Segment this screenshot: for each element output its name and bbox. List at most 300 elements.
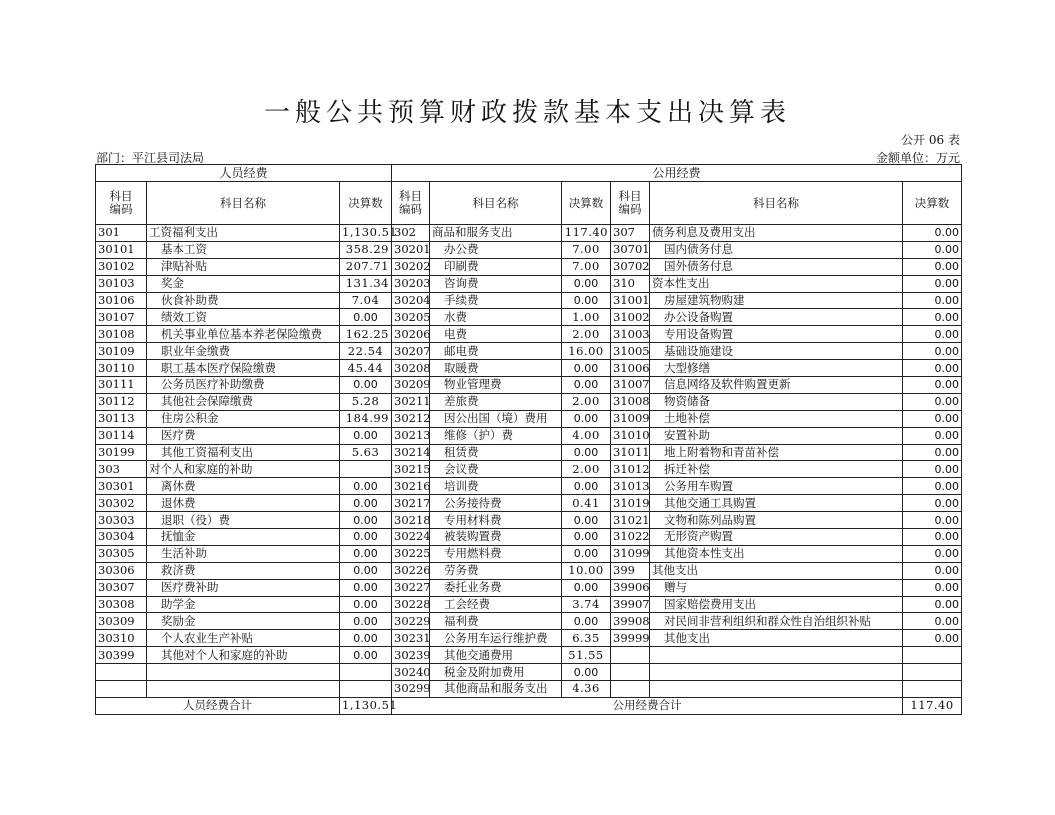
account-code: 30201 bbox=[392, 241, 430, 258]
account-code: 303 bbox=[96, 461, 147, 478]
account-name: 住房公积金 bbox=[147, 410, 340, 427]
account-code: 39999 bbox=[611, 630, 650, 647]
account-code: 30111 bbox=[96, 377, 147, 394]
account-name: 房屋建筑物购建 bbox=[650, 292, 903, 309]
department-label: 部门：平江县司法局 bbox=[96, 151, 205, 165]
settlement-amount: 0.00 bbox=[562, 664, 611, 681]
table-row bbox=[96, 360, 962, 377]
settlement-amount: 0.00 bbox=[340, 495, 392, 512]
account-code: 302 bbox=[392, 225, 430, 242]
account-name: 培训费 bbox=[430, 478, 562, 495]
settlement-amount: 0.00 bbox=[903, 478, 962, 495]
account-code: 39908 bbox=[611, 613, 650, 630]
column-header-amount: 决算数 bbox=[340, 182, 392, 225]
account-code: 30226 bbox=[392, 562, 430, 579]
account-name: 助学金 bbox=[147, 596, 340, 613]
account-code: 30309 bbox=[96, 613, 147, 630]
settlement-amount: 0.00 bbox=[903, 461, 962, 478]
account-code: 31011 bbox=[611, 444, 650, 461]
column-header-code: 科目 编码 bbox=[96, 182, 147, 225]
settlement-amount: 0.00 bbox=[562, 545, 611, 562]
settlement-amount: 0.00 bbox=[903, 545, 962, 562]
account-name: 取暖费 bbox=[430, 360, 562, 377]
report-title: 一般公共预算财政拨款基本支出决算表 bbox=[263, 98, 791, 128]
account-name: 退职（役）费 bbox=[147, 512, 340, 529]
account-name: 赠与 bbox=[650, 579, 903, 596]
account-name: 工会经费 bbox=[430, 596, 562, 613]
account-name: 国家赔偿费用支出 bbox=[650, 596, 903, 613]
account-code: 31013 bbox=[611, 478, 650, 495]
settlement-amount: 207.71 bbox=[340, 258, 392, 275]
table-row bbox=[96, 495, 962, 512]
account-code: 30207 bbox=[392, 343, 430, 360]
settlement-amount: 1.00 bbox=[562, 309, 611, 326]
account-code: 30218 bbox=[392, 512, 430, 529]
account-code bbox=[96, 681, 147, 698]
account-code: 30211 bbox=[392, 393, 430, 410]
settlement-amount: 3.74 bbox=[562, 596, 611, 613]
table-row bbox=[96, 444, 962, 461]
column-header-code: 科目 编码 bbox=[392, 182, 430, 225]
account-code: 30240 bbox=[392, 664, 430, 681]
settlement-amount: 0.00 bbox=[340, 596, 392, 613]
account-name: 个人农业生产补贴 bbox=[147, 630, 340, 647]
account-code: 30203 bbox=[392, 275, 430, 292]
settlement-amount: 358.29 bbox=[340, 241, 392, 258]
account-code: 30213 bbox=[392, 427, 430, 444]
account-code: 30107 bbox=[96, 309, 147, 326]
settlement-amount: 5.63 bbox=[340, 444, 392, 461]
account-code: 30112 bbox=[96, 393, 147, 410]
settlement-amount: 0.00 bbox=[903, 241, 962, 258]
table-row bbox=[96, 545, 962, 562]
account-name: 专用燃料费 bbox=[430, 545, 562, 562]
personnel-total-amount: 1,130.51 bbox=[340, 697, 392, 714]
account-name: 租赁费 bbox=[430, 444, 562, 461]
settlement-amount: 0.00 bbox=[903, 630, 962, 647]
settlement-amount: 0.00 bbox=[903, 613, 962, 630]
settlement-amount: 0.00 bbox=[340, 512, 392, 529]
account-code: 39907 bbox=[611, 596, 650, 613]
column-header-name: 科目名称 bbox=[650, 182, 903, 225]
account-name: 办公设备购置 bbox=[650, 309, 903, 326]
account-name: 被装购置费 bbox=[430, 529, 562, 546]
account-name: 地上附着物和青苗补偿 bbox=[650, 444, 903, 461]
account-name: 其他商品和服务支出 bbox=[430, 681, 562, 698]
table-row bbox=[96, 478, 962, 495]
table-row bbox=[96, 258, 962, 275]
settlement-amount: 0.00 bbox=[340, 529, 392, 546]
settlement-amount: 0.00 bbox=[562, 444, 611, 461]
account-name: 信息网络及软件购置更新 bbox=[650, 377, 903, 394]
account-name: 伙食补助费 bbox=[147, 292, 340, 309]
settlement-amount: 0.00 bbox=[562, 613, 611, 630]
account-code: 30229 bbox=[392, 613, 430, 630]
settlement-amount bbox=[340, 664, 392, 681]
settlement-amount: 7.00 bbox=[562, 241, 611, 258]
account-code: 30299 bbox=[392, 681, 430, 698]
account-name bbox=[650, 681, 903, 698]
table-row bbox=[96, 613, 962, 630]
account-code: 31009 bbox=[611, 410, 650, 427]
account-code: 30302 bbox=[96, 495, 147, 512]
account-name: 其他交通工具购置 bbox=[650, 495, 903, 512]
account-code: 30303 bbox=[96, 512, 147, 529]
table-row bbox=[96, 343, 962, 360]
account-code: 31003 bbox=[611, 326, 650, 343]
settlement-amount: 0.00 bbox=[340, 309, 392, 326]
settlement-amount: 131.34 bbox=[340, 275, 392, 292]
account-code bbox=[611, 647, 650, 664]
account-code: 30305 bbox=[96, 545, 147, 562]
account-name: 绩效工资 bbox=[147, 309, 340, 326]
table-row bbox=[96, 681, 962, 698]
account-code: 31099 bbox=[611, 545, 650, 562]
settlement-amount: 0.00 bbox=[562, 275, 611, 292]
account-code: 30225 bbox=[392, 545, 430, 562]
settlement-amount: 0.00 bbox=[903, 275, 962, 292]
account-code: 30209 bbox=[392, 377, 430, 394]
account-code: 30103 bbox=[96, 275, 147, 292]
account-name: 抚恤金 bbox=[147, 529, 340, 546]
settlement-amount: 16.00 bbox=[562, 343, 611, 360]
settlement-amount: 0.00 bbox=[340, 562, 392, 579]
settlement-amount bbox=[903, 647, 962, 664]
settlement-amount: 4.00 bbox=[562, 427, 611, 444]
account-name: 福利费 bbox=[430, 613, 562, 630]
column-header-amount: 决算数 bbox=[903, 182, 962, 225]
settlement-amount: 0.00 bbox=[903, 410, 962, 427]
settlement-amount: 0.00 bbox=[903, 562, 962, 579]
totals-row bbox=[96, 697, 962, 714]
account-name: 其他工资福利支出 bbox=[147, 444, 340, 461]
account-code: 31010 bbox=[611, 427, 650, 444]
settlement-amount bbox=[903, 681, 962, 698]
settlement-amount: 0.00 bbox=[340, 545, 392, 562]
settlement-amount: 7.04 bbox=[340, 292, 392, 309]
settlement-amount: 22.54 bbox=[340, 343, 392, 360]
account-code: 307 bbox=[611, 225, 650, 242]
settlement-amount: 2.00 bbox=[562, 393, 611, 410]
settlement-amount: 0.00 bbox=[903, 377, 962, 394]
account-code: 30701 bbox=[611, 241, 650, 258]
settlement-amount: 0.00 bbox=[903, 444, 962, 461]
account-name: 公务员医疗补助缴费 bbox=[147, 377, 340, 394]
form-number: 公开 06 表 bbox=[901, 133, 960, 147]
table-row bbox=[96, 630, 962, 647]
table-row bbox=[96, 647, 962, 664]
settlement-amount: 0.00 bbox=[903, 393, 962, 410]
settlement-amount: 0.00 bbox=[562, 529, 611, 546]
account-name: 税金及附加费用 bbox=[430, 664, 562, 681]
settlement-amount bbox=[903, 664, 962, 681]
account-name: 委托业务费 bbox=[430, 579, 562, 596]
account-name: 办公费 bbox=[430, 241, 562, 258]
account-name: 大型修缮 bbox=[650, 360, 903, 377]
account-name: 维修（护）费 bbox=[430, 427, 562, 444]
account-name: 基础设施建设 bbox=[650, 343, 903, 360]
account-code bbox=[611, 664, 650, 681]
account-code: 31001 bbox=[611, 292, 650, 309]
settlement-amount: 0.00 bbox=[903, 512, 962, 529]
column-header-name: 科目名称 bbox=[147, 182, 340, 225]
settlement-amount: 2.00 bbox=[562, 326, 611, 343]
settlement-amount: 0.00 bbox=[903, 292, 962, 309]
table-row bbox=[96, 512, 962, 529]
account-name: 医疗费 bbox=[147, 427, 340, 444]
account-code: 30215 bbox=[392, 461, 430, 478]
settlement-amount bbox=[340, 461, 392, 478]
account-code: 30206 bbox=[392, 326, 430, 343]
account-code: 30308 bbox=[96, 596, 147, 613]
account-code: 30310 bbox=[96, 630, 147, 647]
account-name: 职业年金缴费 bbox=[147, 343, 340, 360]
account-name: 机关事业单位基本养老保险缴费 bbox=[147, 326, 340, 343]
account-name: 其他支出 bbox=[650, 562, 903, 579]
account-name: 邮电费 bbox=[430, 343, 562, 360]
account-name: 国内债务付息 bbox=[650, 241, 903, 258]
account-name: 文物和陈列品购置 bbox=[650, 512, 903, 529]
account-name: 工资福利支出 bbox=[147, 225, 340, 242]
settlement-amount: 0.00 bbox=[340, 377, 392, 394]
account-name: 专用设备购置 bbox=[650, 326, 903, 343]
settlement-amount: 0.00 bbox=[903, 258, 962, 275]
account-name: 退休费 bbox=[147, 495, 340, 512]
account-code: 30228 bbox=[392, 596, 430, 613]
settlement-amount: 0.00 bbox=[562, 512, 611, 529]
account-name: 差旅费 bbox=[430, 393, 562, 410]
account-name: 电费 bbox=[430, 326, 562, 343]
account-name: 会议费 bbox=[430, 461, 562, 478]
table-row bbox=[96, 461, 962, 478]
personnel-total-label: 人员经费合计 bbox=[96, 697, 340, 714]
account-code: 39906 bbox=[611, 579, 650, 596]
settlement-amount: 0.00 bbox=[903, 343, 962, 360]
settlement-amount: 0.00 bbox=[903, 495, 962, 512]
table-row bbox=[96, 309, 962, 326]
account-code: 30101 bbox=[96, 241, 147, 258]
account-name: 咨询费 bbox=[430, 275, 562, 292]
account-code: 30113 bbox=[96, 410, 147, 427]
public-total-label: 公用经费合计 bbox=[392, 697, 903, 714]
table-row bbox=[96, 225, 962, 242]
settlement-amount: 0.00 bbox=[903, 309, 962, 326]
settlement-amount: 2.00 bbox=[562, 461, 611, 478]
settlement-amount: 0.00 bbox=[903, 360, 962, 377]
account-code: 30202 bbox=[392, 258, 430, 275]
column-header-amount: 决算数 bbox=[562, 182, 611, 225]
account-name: 安置补助 bbox=[650, 427, 903, 444]
account-code: 30304 bbox=[96, 529, 147, 546]
account-code: 30199 bbox=[96, 444, 147, 461]
account-code: 31021 bbox=[611, 512, 650, 529]
account-code: 30216 bbox=[392, 478, 430, 495]
account-code: 31005 bbox=[611, 343, 650, 360]
account-code: 30212 bbox=[392, 410, 430, 427]
settlement-amount: 0.00 bbox=[340, 478, 392, 495]
settlement-amount: 7.00 bbox=[562, 258, 611, 275]
account-code: 30306 bbox=[96, 562, 147, 579]
account-name: 奖金 bbox=[147, 275, 340, 292]
account-name: 公务用车运行维护费 bbox=[430, 630, 562, 647]
account-name: 离休费 bbox=[147, 478, 340, 495]
public-total-amount: 117.40 bbox=[903, 697, 962, 714]
settlement-amount: 1,130.51 bbox=[340, 225, 392, 242]
settlement-amount: 0.00 bbox=[562, 292, 611, 309]
account-code: 30217 bbox=[392, 495, 430, 512]
account-code: 30110 bbox=[96, 360, 147, 377]
settlement-amount: 117.40 bbox=[562, 225, 611, 242]
account-name: 因公出国（境）费用 bbox=[430, 410, 562, 427]
account-name: 手续费 bbox=[430, 292, 562, 309]
account-code: 30208 bbox=[392, 360, 430, 377]
settlement-amount: 0.00 bbox=[340, 613, 392, 630]
account-name bbox=[650, 664, 903, 681]
table-row bbox=[96, 326, 962, 343]
account-name: 公务用车购置 bbox=[650, 478, 903, 495]
settlement-amount: 0.00 bbox=[903, 326, 962, 343]
account-code: 30204 bbox=[392, 292, 430, 309]
settlement-amount: 0.00 bbox=[903, 579, 962, 596]
column-header-name: 科目名称 bbox=[430, 182, 562, 225]
settlement-amount: 0.00 bbox=[340, 630, 392, 647]
account-code: 30227 bbox=[392, 579, 430, 596]
settlement-amount: 4.36 bbox=[562, 681, 611, 698]
account-code bbox=[96, 664, 147, 681]
table-row bbox=[96, 664, 962, 681]
group-header-personnel: 人员经费 bbox=[96, 165, 392, 182]
account-name: 印刷费 bbox=[430, 258, 562, 275]
account-name: 物业管理费 bbox=[430, 377, 562, 394]
account-code bbox=[611, 681, 650, 698]
account-code: 301 bbox=[96, 225, 147, 242]
table-row bbox=[96, 275, 962, 292]
account-name: 水费 bbox=[430, 309, 562, 326]
settlement-amount: 0.00 bbox=[903, 427, 962, 444]
settlement-amount: 0.41 bbox=[562, 495, 611, 512]
account-name: 对民间非营利组织和群众性自治组织补贴 bbox=[650, 613, 903, 630]
account-name: 救济费 bbox=[147, 562, 340, 579]
table-row bbox=[96, 579, 962, 596]
account-name: 其他交通费用 bbox=[430, 647, 562, 664]
settlement-amount: 6.35 bbox=[562, 630, 611, 647]
account-code: 30301 bbox=[96, 478, 147, 495]
settlement-amount: 0.00 bbox=[562, 360, 611, 377]
account-code: 31006 bbox=[611, 360, 650, 377]
settlement-amount: 0.00 bbox=[903, 596, 962, 613]
account-code: 31002 bbox=[611, 309, 650, 326]
account-name: 劳务费 bbox=[430, 562, 562, 579]
account-name: 其他对个人和家庭的补助 bbox=[147, 647, 340, 664]
account-name: 职工基本医疗保险缴费 bbox=[147, 360, 340, 377]
settlement-amount: 184.99 bbox=[340, 410, 392, 427]
account-code: 30109 bbox=[96, 343, 147, 360]
account-code: 30399 bbox=[96, 647, 147, 664]
expenditure-table bbox=[95, 164, 962, 715]
settlement-amount: 10.00 bbox=[562, 562, 611, 579]
settlement-amount: 0.00 bbox=[340, 579, 392, 596]
account-name: 医疗费补助 bbox=[147, 579, 340, 596]
account-code: 30102 bbox=[96, 258, 147, 275]
table-row bbox=[96, 393, 962, 410]
account-name: 生活补助 bbox=[147, 545, 340, 562]
settlement-amount: 0.00 bbox=[562, 377, 611, 394]
settlement-amount: 5.28 bbox=[340, 393, 392, 410]
table-row bbox=[96, 292, 962, 309]
account-name: 基本工资 bbox=[147, 241, 340, 258]
account-name: 无形资产购置 bbox=[650, 529, 903, 546]
account-code: 30224 bbox=[392, 529, 430, 546]
settlement-amount bbox=[340, 681, 392, 698]
account-name: 其他资本性支出 bbox=[650, 545, 903, 562]
account-code: 31019 bbox=[611, 495, 650, 512]
table-row bbox=[96, 241, 962, 258]
settlement-amount: 0.00 bbox=[340, 647, 392, 664]
account-name: 专用材料费 bbox=[430, 512, 562, 529]
account-code: 30702 bbox=[611, 258, 650, 275]
settlement-amount: 0.00 bbox=[903, 225, 962, 242]
account-name bbox=[650, 647, 903, 664]
account-name: 土地补偿 bbox=[650, 410, 903, 427]
settlement-amount: 0.00 bbox=[562, 579, 611, 596]
account-code: 31007 bbox=[611, 377, 650, 394]
table-row bbox=[96, 427, 962, 444]
account-code: 30106 bbox=[96, 292, 147, 309]
account-name: 债务利息及费用支出 bbox=[650, 225, 903, 242]
account-name: 其他社会保障缴费 bbox=[147, 393, 340, 410]
table-row bbox=[96, 410, 962, 427]
account-code: 310 bbox=[611, 275, 650, 292]
table-row bbox=[96, 596, 962, 613]
account-name: 对个人和家庭的补助 bbox=[147, 461, 340, 478]
account-name bbox=[147, 664, 340, 681]
account-name: 公务接待费 bbox=[430, 495, 562, 512]
account-code: 30205 bbox=[392, 309, 430, 326]
account-name: 资本性支出 bbox=[650, 275, 903, 292]
account-name: 其他支出 bbox=[650, 630, 903, 647]
settlement-amount: 0.00 bbox=[340, 427, 392, 444]
account-code: 30114 bbox=[96, 427, 147, 444]
account-name: 商品和服务支出 bbox=[430, 225, 562, 242]
settlement-amount: 51.55 bbox=[562, 647, 611, 664]
group-header-public: 公用经费 bbox=[392, 165, 962, 182]
settlement-amount: 0.00 bbox=[562, 478, 611, 495]
settlement-amount: 0.00 bbox=[903, 529, 962, 546]
table-row bbox=[96, 562, 962, 579]
account-name bbox=[147, 681, 340, 698]
account-code: 30214 bbox=[392, 444, 430, 461]
settlement-amount: 162.25 bbox=[340, 326, 392, 343]
account-code: 31012 bbox=[611, 461, 650, 478]
account-code: 30108 bbox=[96, 326, 147, 343]
column-header-code: 科目 编码 bbox=[611, 182, 650, 225]
account-code: 399 bbox=[611, 562, 650, 579]
account-name: 物资储备 bbox=[650, 393, 903, 410]
settlement-amount: 45.44 bbox=[340, 360, 392, 377]
amount-unit-label: 金额单位：万元 bbox=[875, 151, 960, 165]
account-name: 津贴补贴 bbox=[147, 258, 340, 275]
account-name: 奖励金 bbox=[147, 613, 340, 630]
table-row bbox=[96, 529, 962, 546]
account-name: 拆迁补偿 bbox=[650, 461, 903, 478]
settlement-amount: 0.00 bbox=[562, 410, 611, 427]
account-code: 30307 bbox=[96, 579, 147, 596]
table-row bbox=[96, 377, 962, 394]
account-code: 30239 bbox=[392, 647, 430, 664]
account-name: 国外债务付息 bbox=[650, 258, 903, 275]
account-code: 31022 bbox=[611, 529, 650, 546]
account-code: 30231 bbox=[392, 630, 430, 647]
